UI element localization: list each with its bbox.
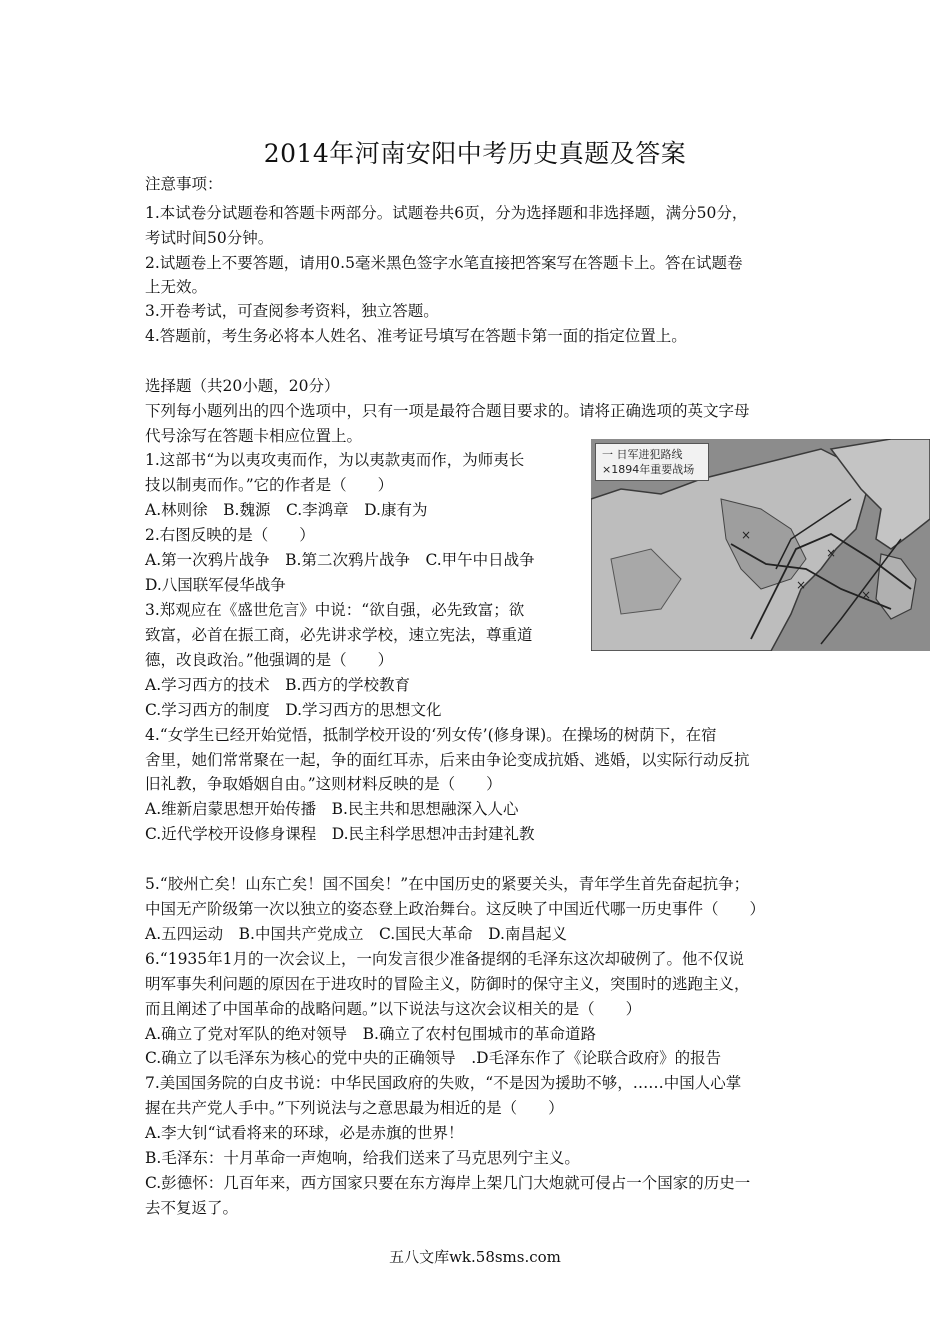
- question-line: 旧礼教，争取婚姻自由。”这则材料反映的是（ ）: [145, 775, 502, 793]
- question-line: C.近代学校开设修身课程 D.民主科学思想冲击封建礼教: [145, 825, 535, 843]
- question-line: 5.“胶州亡矣！山东亡矣！国不国矣！”在中国历史的紧要关头，青年学生首先奋起抗争；: [145, 875, 750, 893]
- section-intro: 代号涂写在答题卡相应位置上。: [145, 427, 363, 445]
- notes-heading: 注意事项：: [145, 175, 223, 193]
- svg-text:×: ×: [741, 528, 752, 542]
- svg-text:×: ×: [861, 588, 872, 602]
- question-line: 6.“1935年1月的一次会议上，一向发言很少准备提纲的毛泽东这次却破例了。他不仅说: [145, 950, 745, 968]
- section-intro: 下列每小题列出的四个选项中，只有一项是最符合题目要求的。请将正确选项的英文字母: [145, 402, 750, 420]
- question-line: 舍里，她们常常聚在一起，争的面红耳赤，后来由争论变成抗婚、逃婚，以实际行动反抗: [145, 751, 750, 769]
- section-heading: 选择题（共20小题，20分）: [145, 377, 340, 395]
- question-line: 明军事失利问题的原因在于进攻时的冒险主义，防御时的保守主义，突围时的逃跑主义，: [145, 975, 750, 993]
- war-map-image: [591, 439, 930, 651]
- question-line: A.五四运动 B.中国共产党成立 C.国民大革命 D.南昌起义: [145, 925, 567, 943]
- question-line: A.确立了党对军队的绝对领导 B.确立了农村包围城市的革命道路: [145, 1025, 596, 1043]
- question-line: A.学习西方的技术 B.西方的学校教育: [145, 676, 410, 694]
- question-line: A.第一次鸦片战争 B.第二次鸦片战争 C.甲午中日战争: [145, 551, 535, 569]
- question-line: 中国无产阶级第一次以独立的姿态登上政治舞台。这反映了中国近代哪一历史事件（ ）: [145, 900, 766, 918]
- notes-line: 考试时间50分钟。: [145, 229, 274, 247]
- question-line: 7.美国国务院的白皮书说：中华民国政府的失败，“不是因为援助不够，……中国人心掌: [145, 1074, 742, 1092]
- map-legend-battle: ×1894年重要战场: [602, 463, 695, 476]
- page-title: 2014年河南安阳中考历史真题及答案: [263, 139, 687, 168]
- question-line: A.林则徐 B.魏源 C.李鸿章 D.康有为: [145, 501, 428, 519]
- question-line: C.学习西方的制度 D.学习西方的思想文化: [145, 701, 442, 719]
- question-line: C.确立了以毛泽东为核心的党中央的正确领导 .D毛泽东作了《论联合政府》的报告: [145, 1049, 722, 1067]
- question-line: 而且阐述了中国革命的战略问题。”以下说法与这次会议相关的是（ ）: [145, 1000, 642, 1018]
- question-line: 德，改良政治。”他强调的是（ ）: [145, 651, 394, 669]
- notes-line: 4.答题前，考生务必将本人姓名、准考证号填写在答题卡第一面的指定位置上。: [145, 327, 687, 345]
- question-line: A.维新启蒙思想开始传播 B.民主共和思想融深入人心: [145, 800, 519, 818]
- question-line: C.彭德怀：几百年来，西方国家只要在东方海岸上架几门大炮就可侵占一个国家的历史一: [145, 1174, 751, 1192]
- notes-line: 1.本试卷分试题卷和答题卡两部分。试题卷共6页，分为选择题和非选择题，满分50分，: [145, 204, 748, 222]
- footer-watermark: 五八文库wk.58sms.com: [389, 1248, 561, 1266]
- question-line: D.八国联军侵华战争: [145, 576, 286, 594]
- notes-line: 上无效。: [145, 278, 208, 296]
- question-line: 4.“女学生已经开始觉悟，抵制学校开设的‘列女传’(修身课)。在操场的树荫下，在宿: [145, 726, 717, 744]
- question-line: 1.这部书“为以夷攻夷而作，为以夷款夷而作，为师夷长: [145, 451, 525, 469]
- svg-text:×: ×: [826, 546, 837, 560]
- question-line: 3.郑观应在《盛世危言》中说：“欲自强，必先致富；欲: [145, 601, 525, 619]
- question-line: A.李大钊“试看将来的环球，必是赤旗的世界！: [145, 1124, 464, 1142]
- question-line: 技以制夷而作。”它的作者是（ ）: [145, 476, 394, 494]
- map-legend-route: 一 日军进犯路线: [602, 448, 683, 461]
- question-line: 致富，必首在振工商，必先讲求学校，速立宪法，尊重道: [145, 626, 533, 644]
- notes-line: 3.开卷考试，可查阅参考资料，独立答题。: [145, 302, 439, 320]
- question-line: 2.右图反映的是（ ）: [145, 526, 315, 544]
- notes-line: 2.试题卷上不要答题，请用0.5毫米黑色签字水笔直接把答案写在答题卡上。答在试题卷: [145, 254, 743, 272]
- map-legend: [595, 443, 709, 481]
- question-line: 握在共产党人手中。”下列说法与之意思最为相近的是（ ）: [145, 1099, 564, 1117]
- question-line: 去不复返了。: [145, 1199, 239, 1217]
- svg-text:×: ×: [796, 578, 807, 592]
- question-line: B.毛泽东：十月革命一声炮响，给我们送来了马克思列宁主义。: [145, 1149, 580, 1167]
